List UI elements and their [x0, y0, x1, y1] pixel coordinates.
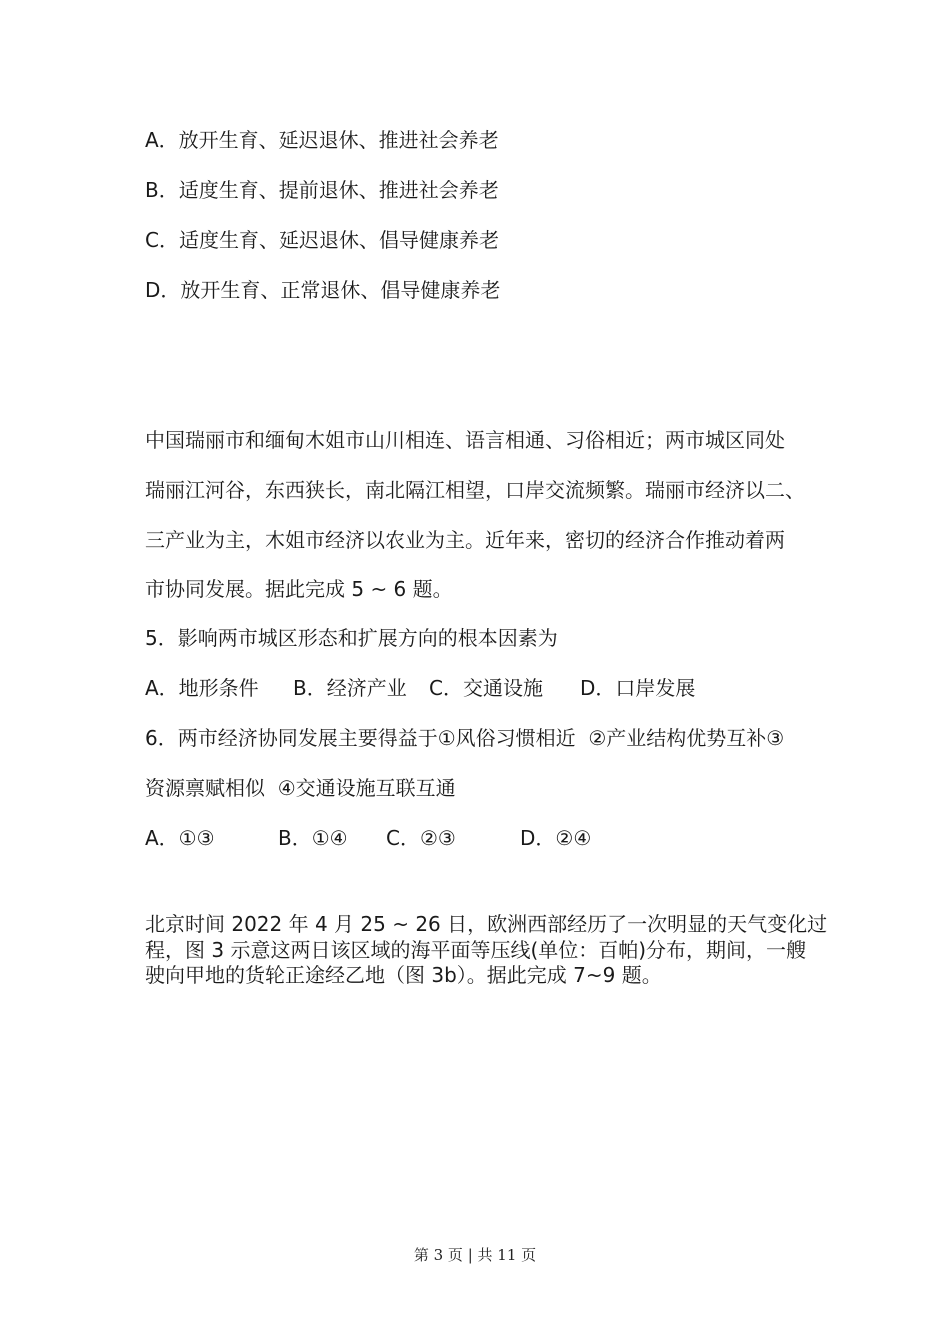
q6-stem-line: 6．两市经济协同发展主要得益于①风俗习惯相近 ②产业结构优势互补③ [145, 726, 785, 750]
q6-option-c: C．②③ [386, 826, 456, 850]
q5-option-b: B．经济产业 [293, 676, 407, 700]
q6-option-b: B．①④ [278, 826, 348, 850]
passage2-line: 驶向甲地的货轮正途经乙地（图 3b）。据此完成 7~9 题。 [145, 963, 662, 987]
q4-option-c: C．适度生育、延迟退休、倡导健康养老 [145, 228, 499, 252]
q5-stem: 5．影响两市城区形态和扩展方向的根本因素为 [145, 626, 558, 650]
page-footer: 第 3 页 | 共 11 页 [413, 1246, 537, 1264]
q4-option-a: A．放开生育、延迟退休、推进社会养老 [145, 128, 499, 152]
passage1-line: 瑞丽江河谷，东西狭长，南北隔江相望，口岸交流频繁。瑞丽市经济以二、 [145, 478, 805, 502]
q4-option-d: D．放开生育、正常退休、倡导健康养老 [145, 278, 501, 302]
q6-option-d: D．②④ [520, 826, 592, 850]
q5-option-d: D．口岸发展 [580, 676, 696, 700]
passage2-line: 北京时间 2022 年 4 月 25 ~ 26 日，欧洲西部经历了一次明显的天气变化过 [145, 912, 828, 936]
passage1-line: 三产业为主，木姐市经济以农业为主。近年来，密切的经济合作推动着两 [145, 528, 785, 552]
q6-stem-line: 资源禀赋相似 ④交通设施互联互通 [145, 776, 456, 800]
passage1-line: 市协同发展。据此完成 5 ~ 6 题。 [145, 577, 453, 601]
q5-option-c: C．交通设施 [429, 676, 543, 700]
q5-option-a: A．地形条件 [145, 676, 259, 700]
passage2-line: 程，图 3 示意这两日该区域的海平面等压线(单位：百帕)分布，期间，一艘 [145, 938, 807, 962]
q6-option-a: A．①③ [145, 826, 215, 850]
passage1-line: 中国瑞丽市和缅甸木姐市山川相连、语言相通、习俗相近；两市城区同处 [145, 428, 785, 452]
q4-option-b: B．适度生育、提前退休、推进社会养老 [145, 178, 499, 202]
